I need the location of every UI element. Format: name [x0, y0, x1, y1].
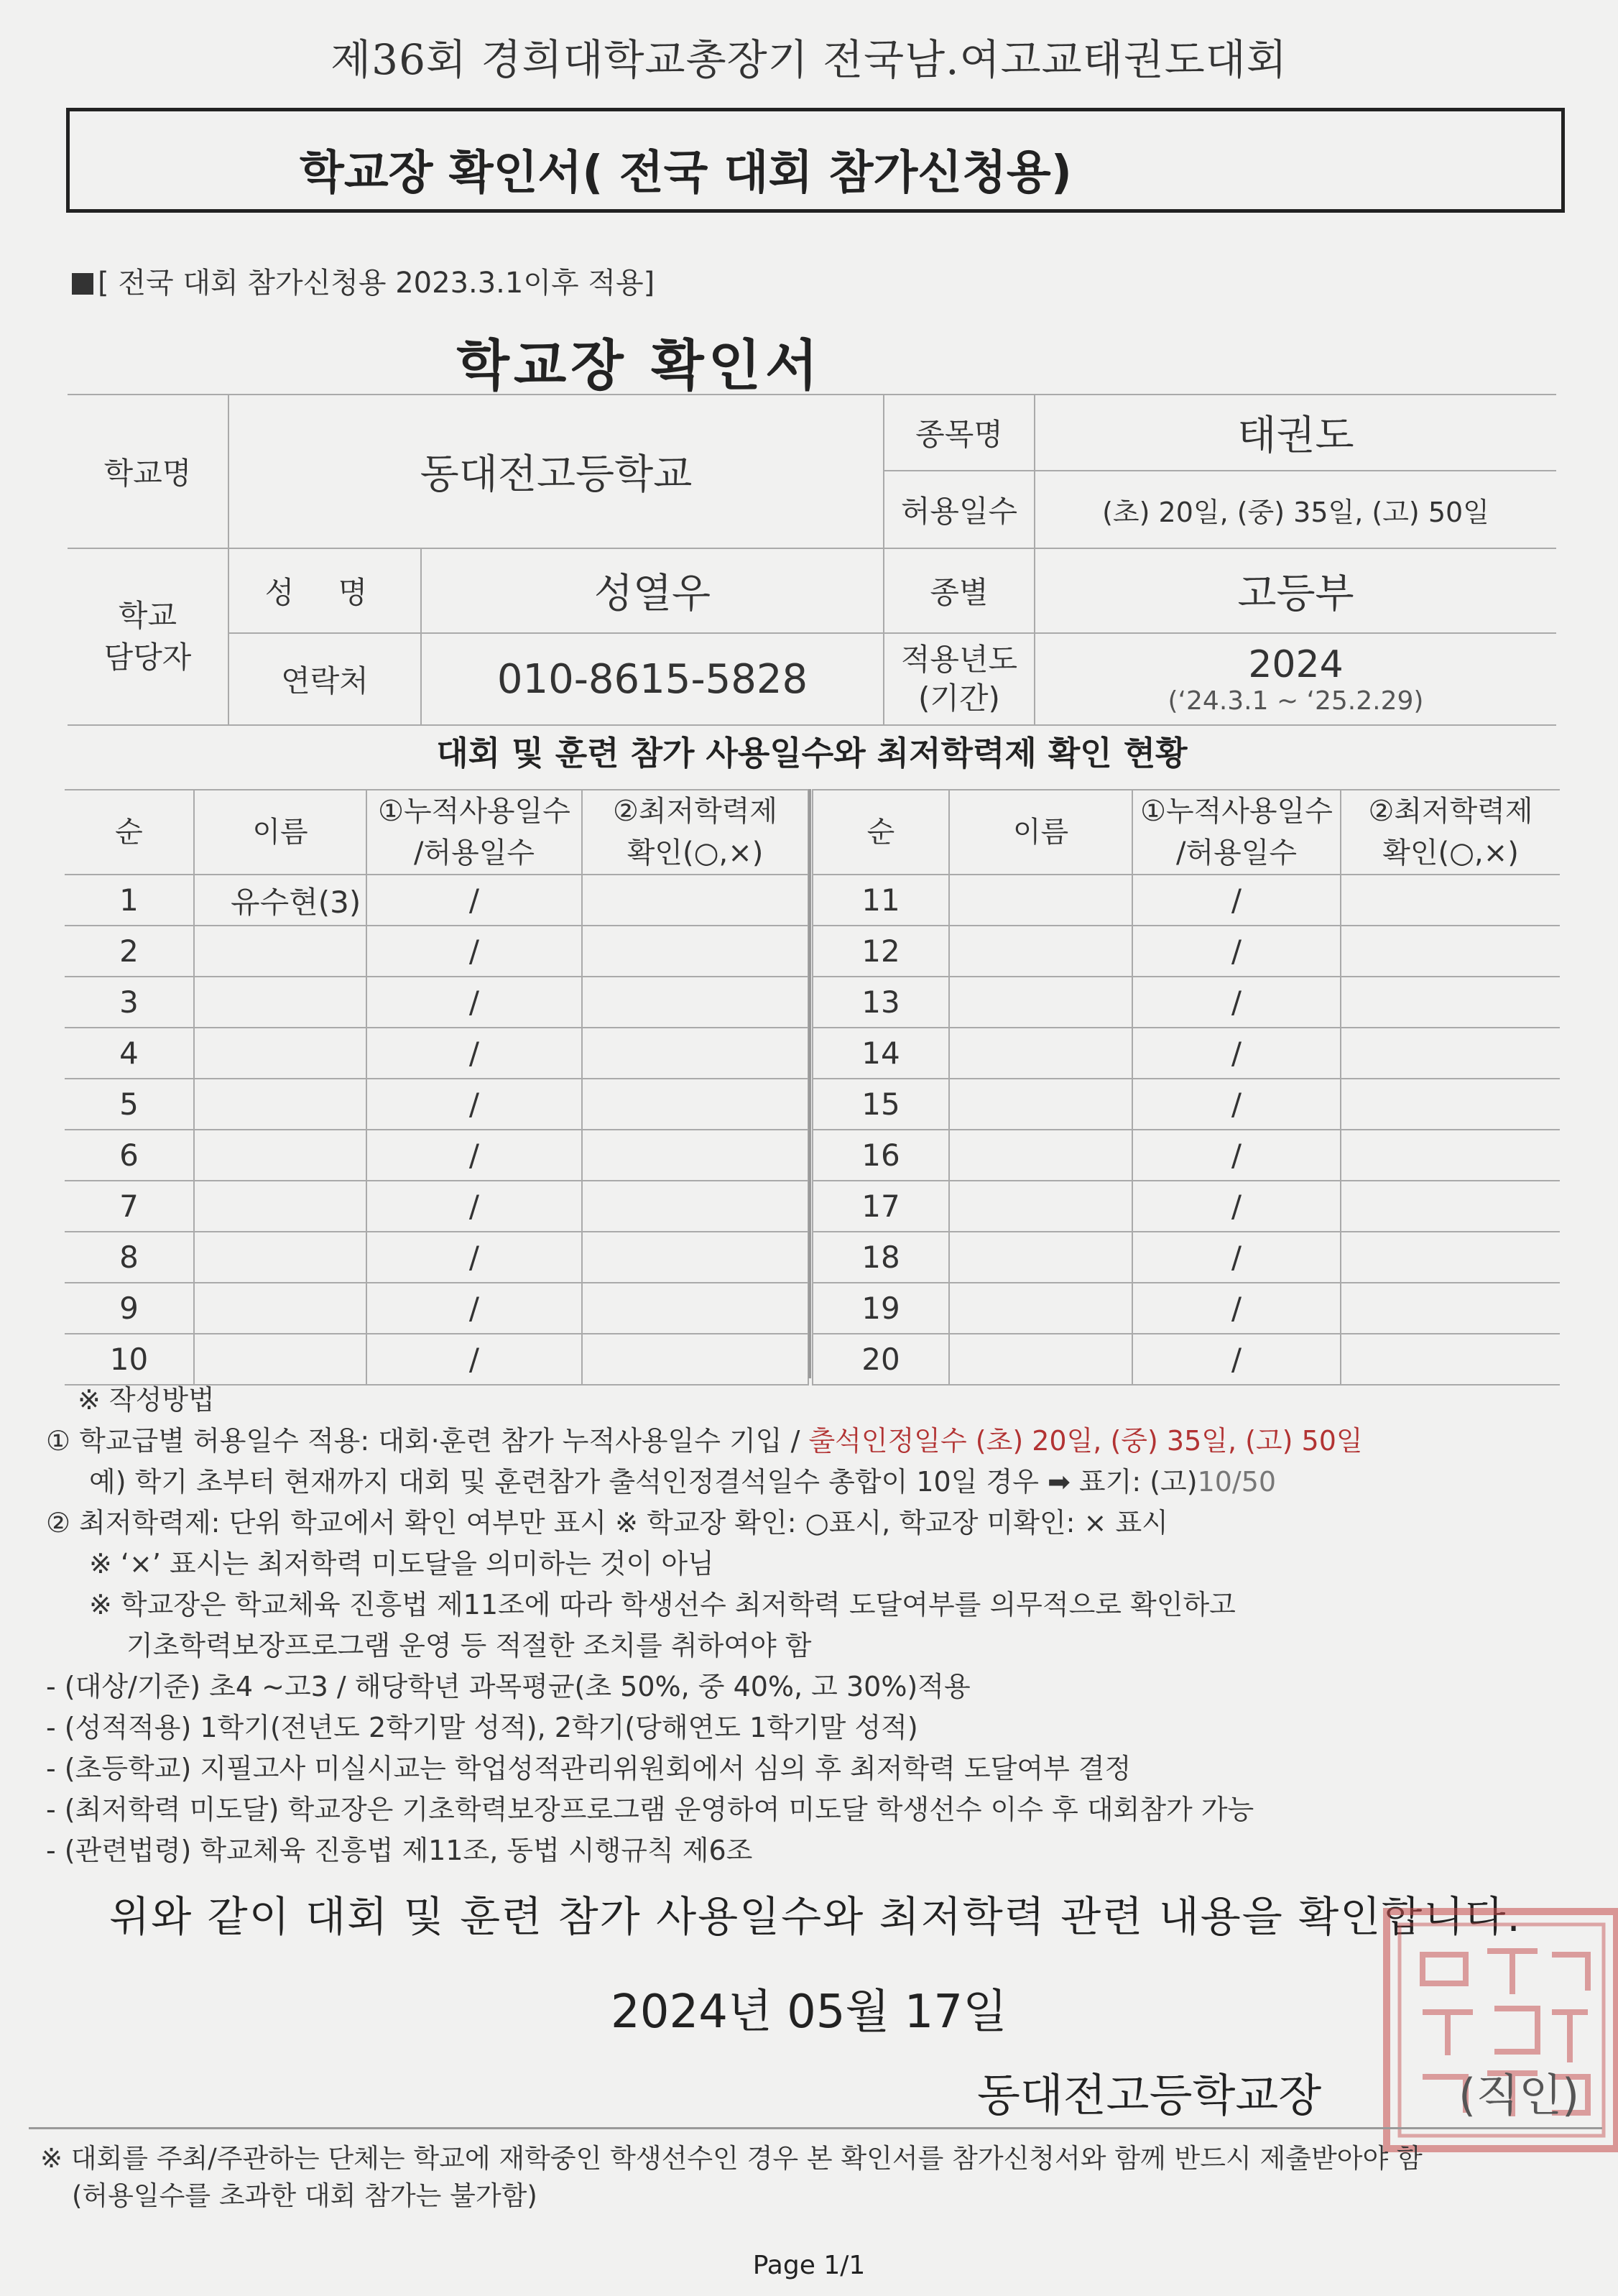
- table-row: [65, 1334, 808, 1385]
- event-title: 제36회 경희대학교총장기 전국남.여고교태권도대회: [330, 35, 1288, 84]
- sport-value: 태권도: [1035, 395, 1556, 471]
- row-academic: [582, 1130, 808, 1181]
- row-academic: [1341, 1130, 1560, 1181]
- guide-line-1: [46, 1421, 1363, 1462]
- row-name: [949, 1079, 1132, 1130]
- row-name: [194, 1079, 366, 1130]
- footnote: [40, 2140, 1423, 2215]
- seal-label: (직인): [1458, 2069, 1580, 2121]
- guide-line-3: ② 최저학력제: 단위 학교에서 확인 여부만 표시 ※ 학교장 확인: ○표시, 학교장 미확인: × 표시: [46, 1507, 1168, 1539]
- allowed-label: 허용일수: [884, 471, 1035, 548]
- row-number: 7: [65, 1181, 194, 1232]
- row-name: [949, 1028, 1132, 1079]
- name-value: 성열우: [421, 548, 884, 633]
- table-row: [813, 1232, 1560, 1283]
- table-row: [65, 1028, 808, 1079]
- table-row: [813, 1283, 1560, 1334]
- header-name: 이름: [949, 790, 1132, 875]
- participants-table-right: [812, 789, 1560, 1386]
- table-row: [65, 1283, 808, 1334]
- row-days: /: [1132, 1283, 1341, 1334]
- row-name: [194, 1334, 366, 1385]
- guide-line-9: - (초등학교) 지필고사 미실시교는 학업성적관리위원회에서 심의 후 최저학력 도달여부 결정: [46, 1753, 1132, 1784]
- year-label: 적용년도 (기간): [884, 633, 1035, 725]
- row-number: 17: [813, 1181, 949, 1232]
- square-bullet-icon: [72, 273, 93, 295]
- table-row: [65, 926, 808, 977]
- row-academic: [1341, 875, 1560, 926]
- footnote-line-1: ※ 대회를 주최/주관하는 단체는 학교에 재학중인 학생선수인 경우 본 확인서를 참가신청서와 함께 반드시 제출받아야 함: [40, 2143, 1423, 2174]
- row-academic: [582, 977, 808, 1028]
- issue-date: 2024년 05월 17일: [611, 1986, 1007, 2039]
- guide-line-1b: 출석인정일수 (초) 20일, (중) 35일, (고) 50일: [808, 1425, 1363, 1457]
- guide-line-10: - (최저학력 미도달) 학교장은 기초학력보장프로그램 운영하여 미도달 학생선수 이수 후 대회참가 가능: [46, 1794, 1254, 1825]
- row-academic: [582, 1334, 808, 1385]
- row-number: 13: [813, 977, 949, 1028]
- manager-label: 학교 담당자: [68, 548, 228, 725]
- guide-line-2a: 예) 학기 초부터 현재까지 대회 및 훈련참가 출석인정결석일수 총합이 10일 경우 ➡ 표기: (고): [89, 1466, 1198, 1498]
- row-name: [194, 1283, 366, 1334]
- row-days: /: [1132, 977, 1341, 1028]
- row-days: /: [366, 1283, 582, 1334]
- row-days: /: [1132, 1232, 1341, 1283]
- row-academic: [1341, 1181, 1560, 1232]
- row-academic: [582, 1232, 808, 1283]
- header-no: 순: [65, 790, 194, 875]
- row-number: 20: [813, 1334, 949, 1385]
- notice-text: [ 전국 대회 참가신청용 2023.3.1이후 적용]: [98, 267, 655, 300]
- sport-label: 종목명: [884, 395, 1035, 471]
- school-value: 동대전고등학교: [228, 395, 884, 548]
- guide-line-2b: 10/50: [1197, 1466, 1277, 1498]
- table-row: [65, 1130, 808, 1181]
- row-number: 6: [65, 1130, 194, 1181]
- row-name: [194, 1130, 366, 1181]
- row-number: 9: [65, 1283, 194, 1334]
- row-days: /: [1132, 1130, 1341, 1181]
- row-name: 유수현(3): [194, 875, 366, 926]
- table-row: [65, 875, 808, 926]
- table-row: [813, 926, 1560, 977]
- footnote-line-2: (허용일수를 초과한 대회 참가는 불가함): [72, 2180, 537, 2211]
- row-name: [949, 1334, 1132, 1385]
- row-academic: [582, 875, 808, 926]
- confirmation-statement: 위와 같이 대회 및 훈련 참가 사용일수와 최저학력 관련 내용을 확인합니다.: [109, 1892, 1522, 1941]
- row-number: 8: [65, 1232, 194, 1283]
- row-days: /: [366, 1079, 582, 1130]
- row-academic: [582, 1283, 808, 1334]
- row-days: /: [366, 1334, 582, 1385]
- row-academic: [1341, 1232, 1560, 1283]
- row-academic: [1341, 1334, 1560, 1385]
- header-academic: ②최저학력제 확인(○,×): [1341, 790, 1560, 875]
- category-value: 고등부: [1035, 548, 1556, 633]
- row-number: 18: [813, 1232, 949, 1283]
- row-days: /: [1132, 1028, 1341, 1079]
- guide-line-1a: ① 학교급별 허용일수 적용: 대회·훈련 참가 누적사용일수 기입 /: [46, 1425, 809, 1457]
- row-days: /: [366, 1028, 582, 1079]
- guide-line-6: 기초학력보장프로그램 운영 등 적절한 조치를 취하여야 함: [126, 1630, 812, 1661]
- row-number: 2: [65, 926, 194, 977]
- row-number: 10: [65, 1334, 194, 1385]
- table-row: [813, 977, 1560, 1028]
- guide-line-5: ※ 학교장은 학교체육 진흥법 제11조에 따라 학생선수 최저학력 도달여부를 의무적으로 확인하고: [89, 1589, 1236, 1620]
- row-name: [194, 1181, 366, 1232]
- notice: [72, 260, 655, 301]
- row-name: [949, 1181, 1132, 1232]
- page-number: Page 1/1: [752, 2251, 866, 2280]
- row-number: 5: [65, 1079, 194, 1130]
- row-name: [194, 977, 366, 1028]
- guide-line-8: - (성적적용) 1학기(전년도 2학기말 성적), 2학기(당해연도 1학기말 성적): [46, 1712, 918, 1743]
- year-cell: [1035, 633, 1556, 725]
- writing-guide: [46, 1380, 1363, 1871]
- row-academic: [1341, 1079, 1560, 1130]
- footer-divider: [29, 2127, 1602, 2129]
- row-academic: [582, 926, 808, 977]
- info-table: [68, 394, 1556, 726]
- row-number: 15: [813, 1079, 949, 1130]
- row-days: /: [366, 1181, 582, 1232]
- row-name: [949, 926, 1132, 977]
- row-academic: [582, 1079, 808, 1130]
- row-days: /: [1132, 1181, 1341, 1232]
- participants-table-left: [65, 789, 809, 1386]
- table-row: [813, 1334, 1560, 1385]
- header-name: 이름: [194, 790, 366, 875]
- row-academic: [1341, 926, 1560, 977]
- row-number: 14: [813, 1028, 949, 1079]
- guide-line-2: [46, 1462, 1363, 1503]
- row-days: /: [1132, 926, 1341, 977]
- row-name: [949, 1130, 1132, 1181]
- header-no: 순: [813, 790, 949, 875]
- table-row: [65, 1079, 808, 1130]
- row-number: 3: [65, 977, 194, 1028]
- section-title: 대회 및 훈련 참가 사용일수와 최저학력제 확인 현황: [436, 734, 1188, 773]
- table-row: [813, 875, 1560, 926]
- header-academic: ②최저학력제 확인(○,×): [582, 790, 808, 875]
- row-name: [949, 977, 1132, 1028]
- guide-line-4: ※ ‘×’ 표시는 최저학력 미도달을 의미하는 것이 아님: [89, 1548, 714, 1580]
- row-days: /: [1132, 1079, 1341, 1130]
- table-row: [813, 1028, 1560, 1079]
- guide-heading: ※ 작성방법: [78, 1384, 215, 1416]
- principal-title: 동대전고등학교장: [977, 2069, 1322, 2121]
- row-name: [949, 1232, 1132, 1283]
- row-days: /: [366, 926, 582, 977]
- guide-line-7: - (대상/기준) 초4 ~고3 / 해당학년 과목평균(초 50%, 중 40%, 고 30%)적용: [46, 1671, 971, 1702]
- row-number: 16: [813, 1130, 949, 1181]
- document-title: 학교장 확인서: [456, 333, 823, 397]
- row-name: [194, 1232, 366, 1283]
- table-row: [65, 1181, 808, 1232]
- table-divider: [808, 789, 811, 1378]
- name-label: 성 명: [228, 548, 421, 633]
- header-days: ①누적사용일수 /허용일수: [366, 790, 582, 875]
- row-days: /: [366, 1130, 582, 1181]
- table-row: [813, 1130, 1560, 1181]
- category-label: 종별: [884, 548, 1035, 633]
- row-academic: [1341, 1028, 1560, 1079]
- row-number: 1: [65, 875, 194, 926]
- row-academic: [582, 1028, 808, 1079]
- row-academic: [1341, 1283, 1560, 1334]
- row-academic: [582, 1181, 808, 1232]
- header-days: ①누적사용일수 /허용일수: [1132, 790, 1341, 875]
- table-row: [65, 977, 808, 1028]
- row-name: [194, 926, 366, 977]
- box-title: 학교장 확인서( 전국 대회 참가신청용): [300, 147, 1072, 200]
- period-value: (‘24.3.1 ~ ‘25.2.29): [1168, 686, 1424, 716]
- row-number: 4: [65, 1028, 194, 1079]
- table-row: [813, 1181, 1560, 1232]
- school-label: 학교명: [68, 395, 228, 548]
- row-number: 12: [813, 926, 949, 977]
- row-number: 19: [813, 1283, 949, 1334]
- contact-label: 연락처: [228, 633, 421, 725]
- row-days: /: [366, 977, 582, 1028]
- row-days: /: [1132, 1334, 1341, 1385]
- table-row: [65, 1232, 808, 1283]
- row-name: [949, 1283, 1132, 1334]
- allowed-value: (초) 20일, (중) 35일, (고) 50일: [1035, 471, 1556, 548]
- row-days: /: [1132, 875, 1341, 926]
- table-row: [813, 1079, 1560, 1130]
- row-name: [194, 1028, 366, 1079]
- contact-value: 010-8615-5828: [421, 633, 884, 725]
- title-box: [66, 108, 1565, 213]
- row-academic: [1341, 977, 1560, 1028]
- year-value: 2024: [1248, 642, 1344, 686]
- row-days: /: [366, 1232, 582, 1283]
- row-name: [949, 875, 1132, 926]
- guide-line-11: - (관련법령) 학교체육 진흥법 제11조, 동법 시행규칙 제6조: [46, 1835, 753, 1866]
- row-days: /: [366, 875, 582, 926]
- row-number: 11: [813, 875, 949, 926]
